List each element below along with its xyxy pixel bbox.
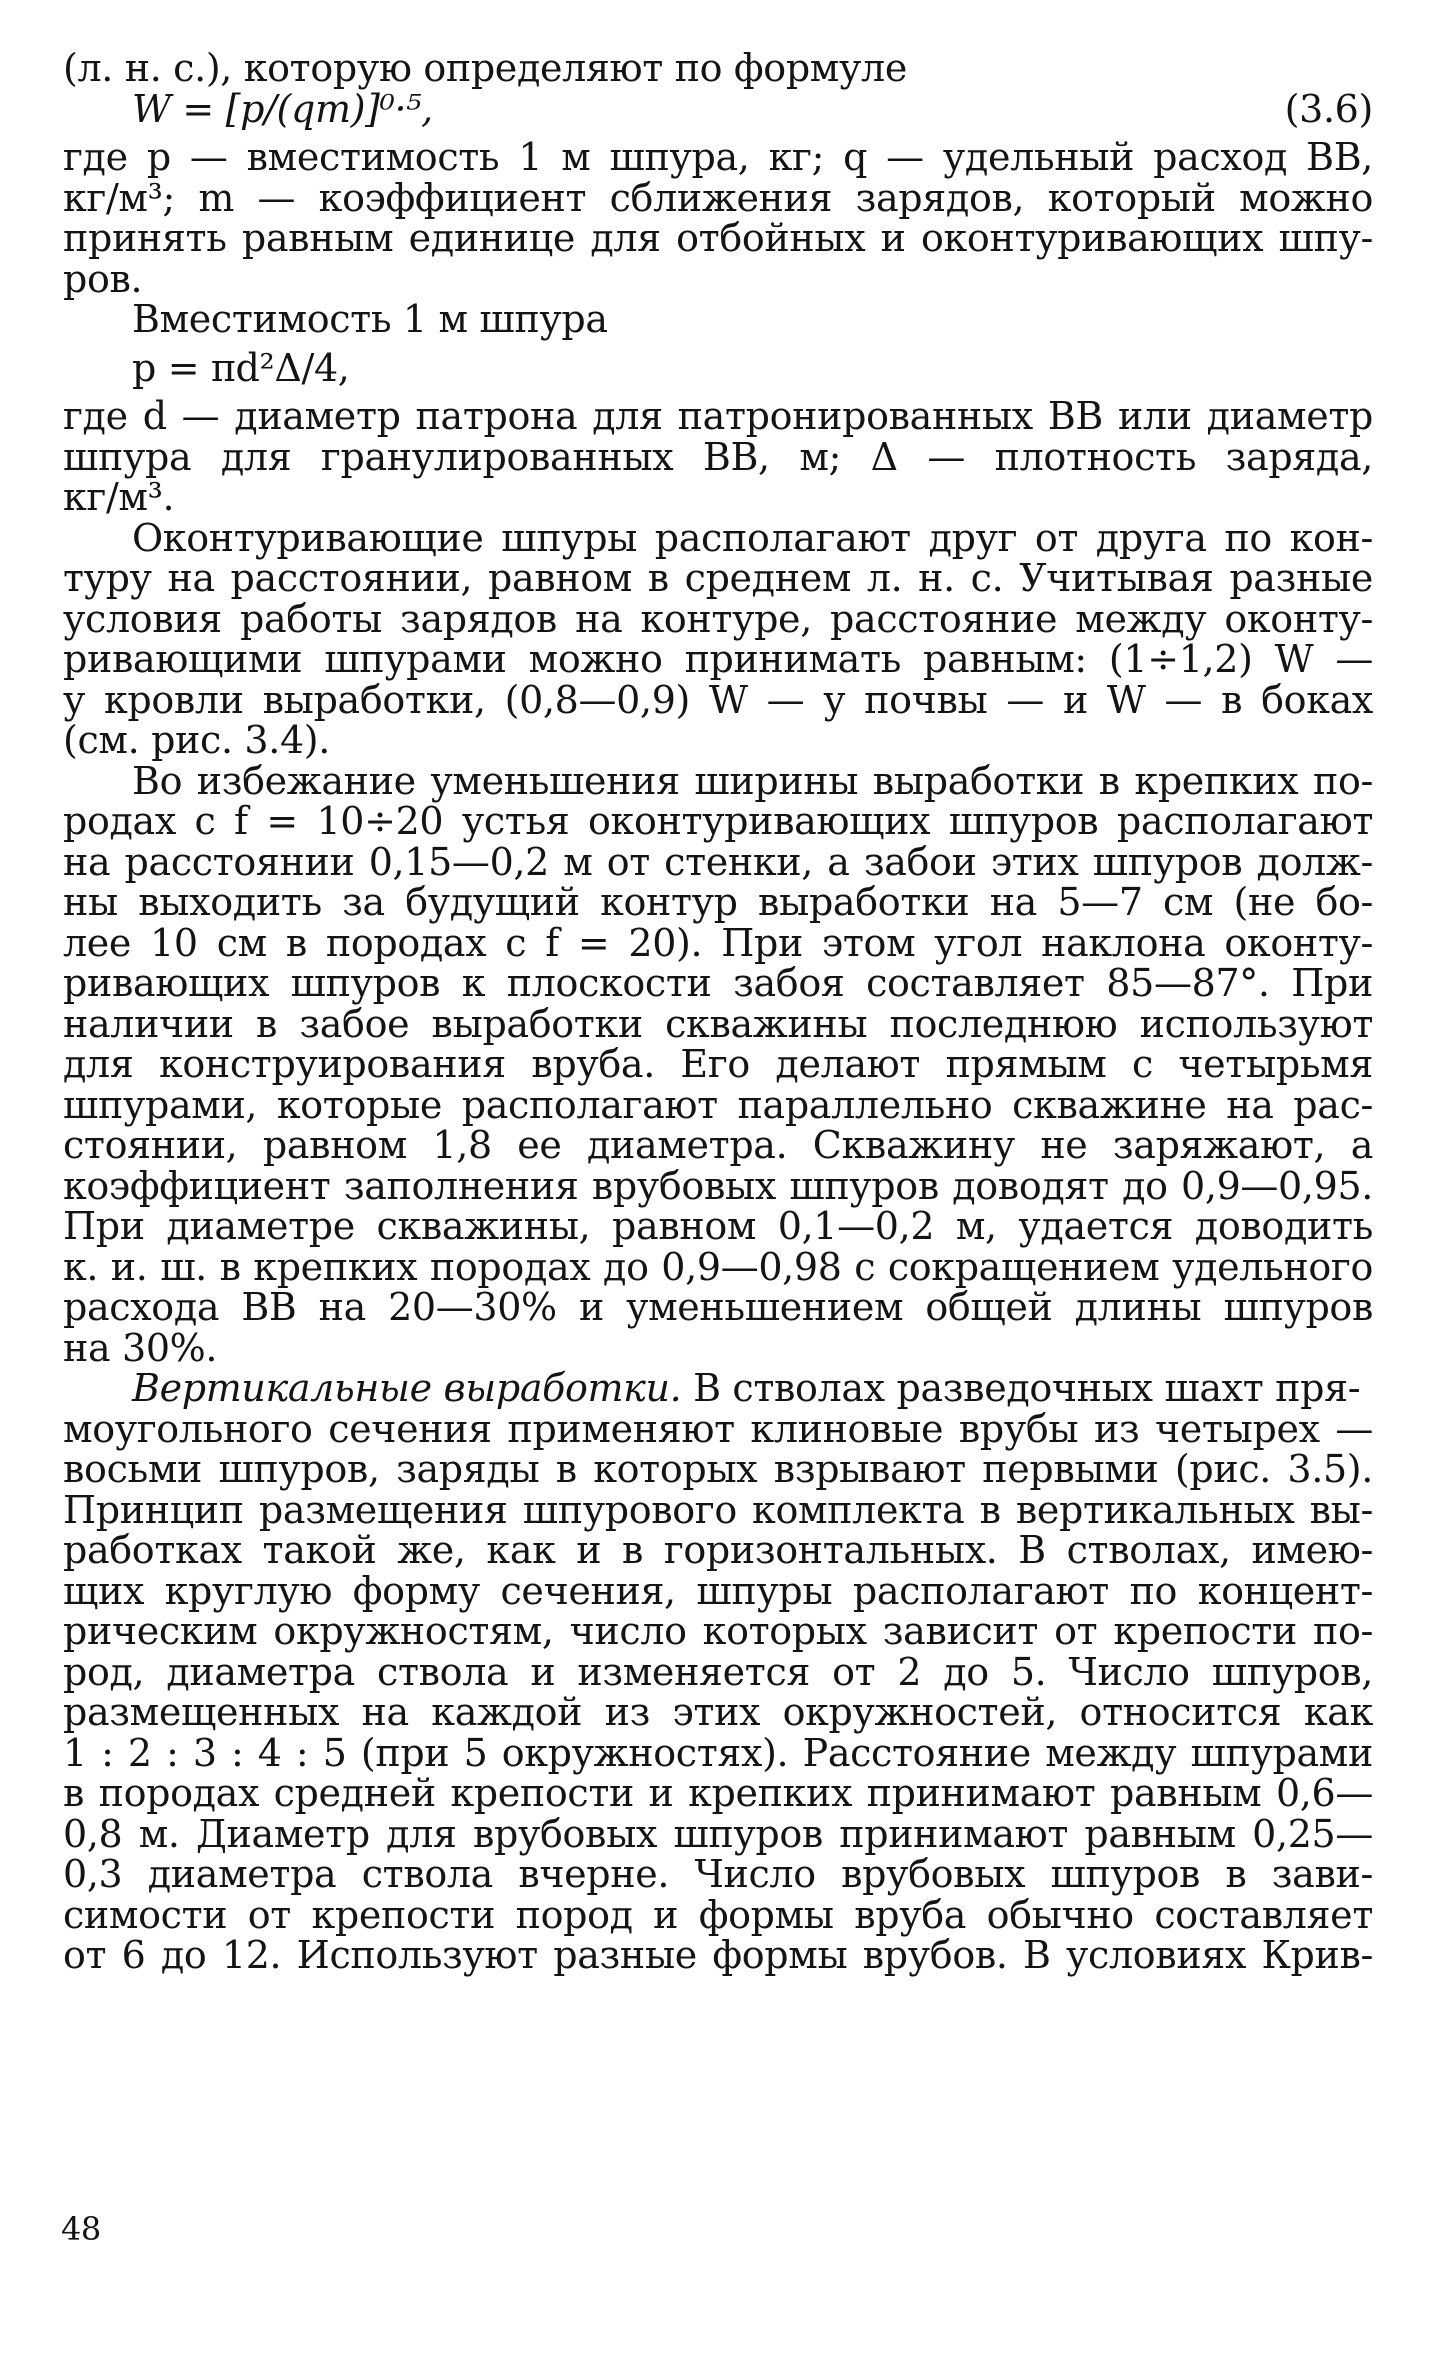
text-line: Вместимость 1 м шпура: [132, 297, 608, 341]
formula-w: W = [p/(qm)]⁰·⁵,: [132, 86, 433, 131]
text-line: 0,3 диаметра ствола вчерне. Число врубовых шпуров в зави-: [63, 1852, 1373, 1896]
formula-line: [63, 86, 1373, 131]
text-line: на 30%.: [63, 1325, 218, 1370]
document-page: [63, 48, 1373, 1976]
text-line: 0,8 м. Диаметр для врубовых шпуров принимают равным 0,25—: [63, 1811, 1373, 1856]
text-line: восьми шпуров, заряды в которых взрывают первыми (рис. 3.5).: [63, 1447, 1373, 1491]
formula-p: p = πd²Δ/4,: [132, 345, 350, 390]
text-line: от 6 до 12. Используют разные формы врубов. В условиях Крив-: [63, 1933, 1373, 1977]
text-line: Принцип размещения шпурового комплекта в вертикальных вы-: [63, 1487, 1373, 1532]
text-line: стоянии, равном 1,8 ее диаметра. Скважину не заряжают, а: [63, 1123, 1373, 1167]
text-line: род, диаметра ствола и изменяется от 2 до 5. Число шпуров,: [63, 1649, 1373, 1694]
text-line: лее 10 см в породах с f = 20). При этом угол наклона оконту-: [63, 920, 1373, 965]
text-line: размещенных на каждой из этих окружностей, относится как: [63, 1690, 1373, 1734]
text-line: принять равным единице для отбойных и оконтуривающих шпу-: [63, 216, 1373, 260]
text-line: При диаметре скважины, равном 0,1—0,2 м, удается доводить: [63, 1204, 1373, 1248]
text-line: наличии в забое выработки скважины последнюю используют: [63, 1001, 1373, 1046]
text-line: туру на расстоянии, равном в среднем л. н. с. Учитывая разные: [63, 556, 1373, 600]
page-number: 48: [61, 2210, 101, 2248]
text-line: для конструирования вруба. Его делают прямым с четырьмя: [63, 1042, 1373, 1086]
equation-number: (3.6): [1284, 86, 1373, 131]
section-heading: Вертикальные выработки.: [132, 1366, 682, 1410]
text-line: щих круглую форму сечения, шпуры располагают по концент-: [63, 1568, 1373, 1613]
text-line: кг/м³; m — коэффициент сближения зарядов, который можно: [63, 175, 1373, 220]
text-line: ривающих шпуров к плоскости забоя составляет 85—87°. При: [63, 961, 1373, 1005]
text-line: 1 : 2 : 3 : 4 : 5 (при 5 окружностях). Расстояние между шпурами: [63, 1730, 1373, 1775]
text-line: на расстоянии 0,15—0,2 м от стенки, а забои этих шпуров долж-: [63, 839, 1373, 884]
text-line: (л. н. с.), которую определяют по формуле: [63, 46, 907, 90]
text-line: у кровли выработки, (0,8—0,9) W — у почвы — и W — в боках: [63, 677, 1373, 722]
text-line: симости от крепости пород и формы вруба обычно составляет: [63, 1892, 1373, 1937]
text-line: Оконтуривающие шпуры располагают друг от друга по кон-: [132, 515, 1373, 560]
section-text: В стволах разведочных шахт пря-: [681, 1366, 1361, 1410]
text-line: где p — вместимость 1 м шпура, кг; q — удельный расход ВВ,: [63, 135, 1373, 179]
text-line: в породах средней крепости и крепких принимают равным 0,6—: [63, 1771, 1373, 1815]
text-line: моугольного сечения применяют клиновые врубы из четырех —: [63, 1406, 1373, 1451]
text-line: Во избежание уменьшения ширины выработки в крепких по-: [132, 758, 1373, 803]
text-line: рическим окружностям, число которых зависит от крепости по-: [63, 1609, 1373, 1653]
text-line: ривающими шпурами можно принимать равным: (1÷1,2) W —: [63, 637, 1373, 681]
text-line: ны выходить за будущий контур выработки на 5—7 см (не бо-: [63, 880, 1373, 924]
section-line: [63, 1368, 1373, 1409]
text-line: к. и. ш. в крепких породах до 0,9—0,98 с сокращением удельного: [63, 1244, 1373, 1289]
text-line: расхода ВВ на 20—30% и уменьшением общей длины шпуров: [63, 1285, 1373, 1329]
text-line: ров.: [63, 256, 143, 301]
text-line: шпурами, которые располагают параллельно скважине на рас-: [63, 1082, 1373, 1127]
text-line: условия работы зарядов на контуре, расстояние между оконту-: [63, 596, 1373, 641]
text-line: родах с f = 10÷20 устья оконтуривающих шпуров располагают: [63, 799, 1373, 843]
text-line: (см. рис. 3.4).: [63, 718, 331, 762]
text-line: работках такой же, как и в горизонтальных. В стволах, имею-: [63, 1528, 1373, 1572]
text-line: где d — диаметр патрона для патронированных ВВ или диаметр: [63, 394, 1373, 438]
text-line: кг/м³.: [63, 475, 175, 519]
text-line: коэффициент заполнения врубовых шпуров доводят до 0,9—0,95.: [63, 1163, 1373, 1208]
text-line: шпура для гранулированных ВВ, м; Δ — плотность заряда,: [63, 434, 1373, 479]
